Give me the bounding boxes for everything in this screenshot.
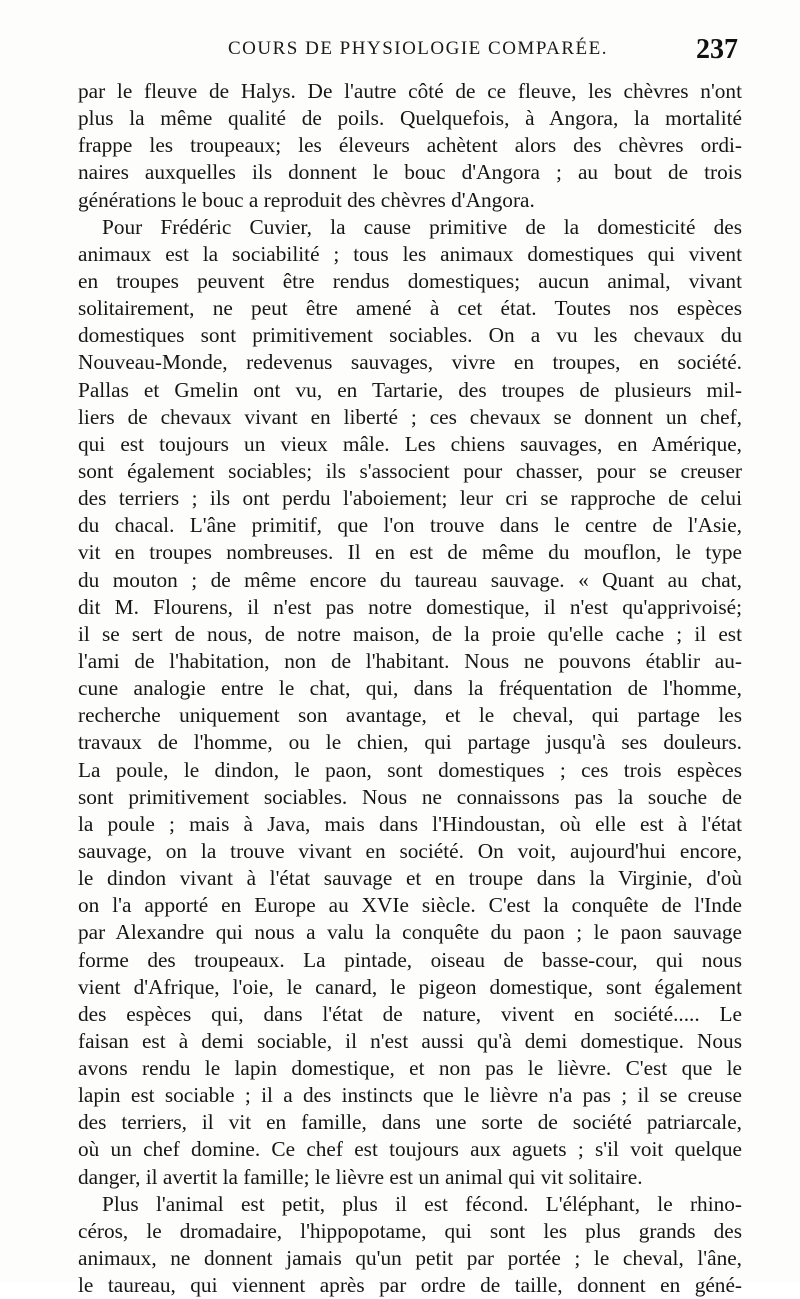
text-line: travaux de l'homme, ou le chien, qui partage jusqu'à ses douleurs.: [78, 730, 742, 755]
text-line: des terriers, il vit en famille, dans une sorte de société patriarcale,: [78, 1110, 742, 1135]
text-line: domestiques sont primitivement sociables. On a vu les chevaux du: [78, 323, 742, 348]
text-line: animaux, ne donnent jamais qu'un petit par portée ; le cheval, l'âne,: [78, 1246, 742, 1271]
text-line: en troupes peuvent être rendus domestiques; aucun animal, vivant: [78, 268, 742, 293]
text-line: naires auxquelles ils donnent le bouc d'Angora ; au bout de trois: [78, 160, 742, 185]
text-line: sauvage, on la trouve vivant en société. On voit, aujourd'hui encore,: [78, 838, 742, 863]
text-line: par Alexandre qui nous a valu la conquête du paon ; le paon sauvage: [78, 920, 742, 945]
text-line: animaux est la sociabilité ; tous les animaux domestiques qui vivent: [78, 241, 742, 266]
text-line: vient d'Afrique, l'oie, le canard, le pigeon domestique, sont également: [78, 974, 742, 999]
running-title: COURS DE PHYSIOLOGIE COMPARÉE.: [228, 38, 609, 59]
text-line: sont primitivement sociables. Nous ne connaissons pas la souche de: [78, 784, 742, 809]
text-line: plus la même qualité de poils. Quelquefois, à Angora, la mortalité: [78, 106, 742, 131]
text-line: danger, il avertit la famille; le lièvre est un animal qui vit solitaire.: [78, 1164, 643, 1189]
text-line: sont également sociables; ils s'associent pour chasser, pour se creuser: [78, 458, 742, 483]
text-line: il se sert de nous, de notre maison, de la proie qu'elle cache ; il est: [78, 621, 742, 646]
body-text: [78, 78, 742, 1299]
text-line: qui est toujours un vieux mâle. Les chiens sauvages, en Amérique,: [78, 431, 742, 456]
text-line: du chacal. L'âne primitif, que l'on trouve dans le centre de l'Asie,: [78, 513, 742, 538]
text-line: lapin est sociable ; il a des instincts que le lièvre n'a pas ; il se creuse: [78, 1083, 742, 1108]
text-line: solitairement, ne peut être amené à cet état. Toutes nos espèces: [78, 296, 742, 321]
text-line: frappe les troupeaux; les éleveurs achètent alors des chèvres ordi-: [78, 133, 742, 158]
text-line: Pallas et Gmelin ont vu, en Tartarie, des troupes de plusieurs mil-: [78, 377, 742, 402]
text-line: on l'a apporté en Europe au XVIe siècle. C'est la conquête de l'Inde: [78, 893, 742, 918]
text-line: Plus l'animal est petit, plus il est fécond. L'éléphant, le rhino-: [102, 1191, 742, 1216]
text-line: le taureau, qui viennent après par ordre de taille, donnent en géné-: [78, 1273, 742, 1298]
page-header: [78, 34, 738, 70]
page-number: 237: [696, 34, 738, 65]
text-line: générations le bouc a reproduit des chèvres d'Angora.: [78, 187, 535, 212]
text-line: Pour Frédéric Cuvier, la cause primitive de la domesticité des: [102, 214, 742, 239]
text-line: faisan est à demi sociable, il n'est aussi qu'à demi domestique. Nous: [78, 1028, 742, 1053]
text-line: où un chef domine. Ce chef est toujours aux aguets ; s'il voit quelque: [78, 1137, 742, 1162]
text-line: liers de chevaux vivant en liberté ; ces chevaux se donnent un chef,: [78, 404, 742, 429]
text-line: avons rendu le lapin domestique, et non pas le lièvre. C'est que le: [78, 1056, 742, 1081]
text-line: dit M. Flourens, il n'est pas notre domestique, il n'est qu'apprivoisé;: [78, 594, 742, 619]
text-line: des terriers ; ils ont perdu l'aboiement; leur cri se rapproche de celui: [78, 486, 742, 511]
text-line: l'ami de l'habitation, non de l'habitant. Nous ne pouvons établir au-: [78, 648, 742, 673]
text-line: recherche uniquement son avantage, et le cheval, qui partage les: [78, 703, 742, 728]
text-line: céros, le dromadaire, l'hippopotame, qui sont les plus grands des: [78, 1218, 742, 1243]
text-line: Nouveau-Monde, redevenus sauvages, vivre en troupes, en société.: [78, 350, 742, 375]
text-line: cune analogie entre le chat, qui, dans la fréquentation de l'homme,: [78, 676, 742, 701]
text-line: le dindon vivant à l'état sauvage et en troupe dans la Virginie, d'où: [78, 866, 742, 891]
text-line: des espèces qui, dans l'état de nature, vivent en société..... Le: [78, 1001, 742, 1026]
text-line: par le fleuve de Halys. De l'autre côté de ce fleuve, les chèvres n'ont: [78, 79, 742, 103]
text-line: forme des troupeaux. La pintade, oiseau de basse-cour, qui nous: [78, 947, 742, 972]
text-line: vit en troupes nombreuses. Il en est de même du mouflon, le type: [78, 540, 742, 565]
text-line: La poule, le dindon, le paon, sont domestiques ; ces trois espèces: [78, 757, 742, 782]
text-line: la poule ; mais à Java, mais dans l'Hindoustan, où elle est à l'état: [78, 811, 742, 836]
text-line: du mouton ; de même encore du taureau sauvage. « Quant au chat,: [78, 567, 742, 592]
